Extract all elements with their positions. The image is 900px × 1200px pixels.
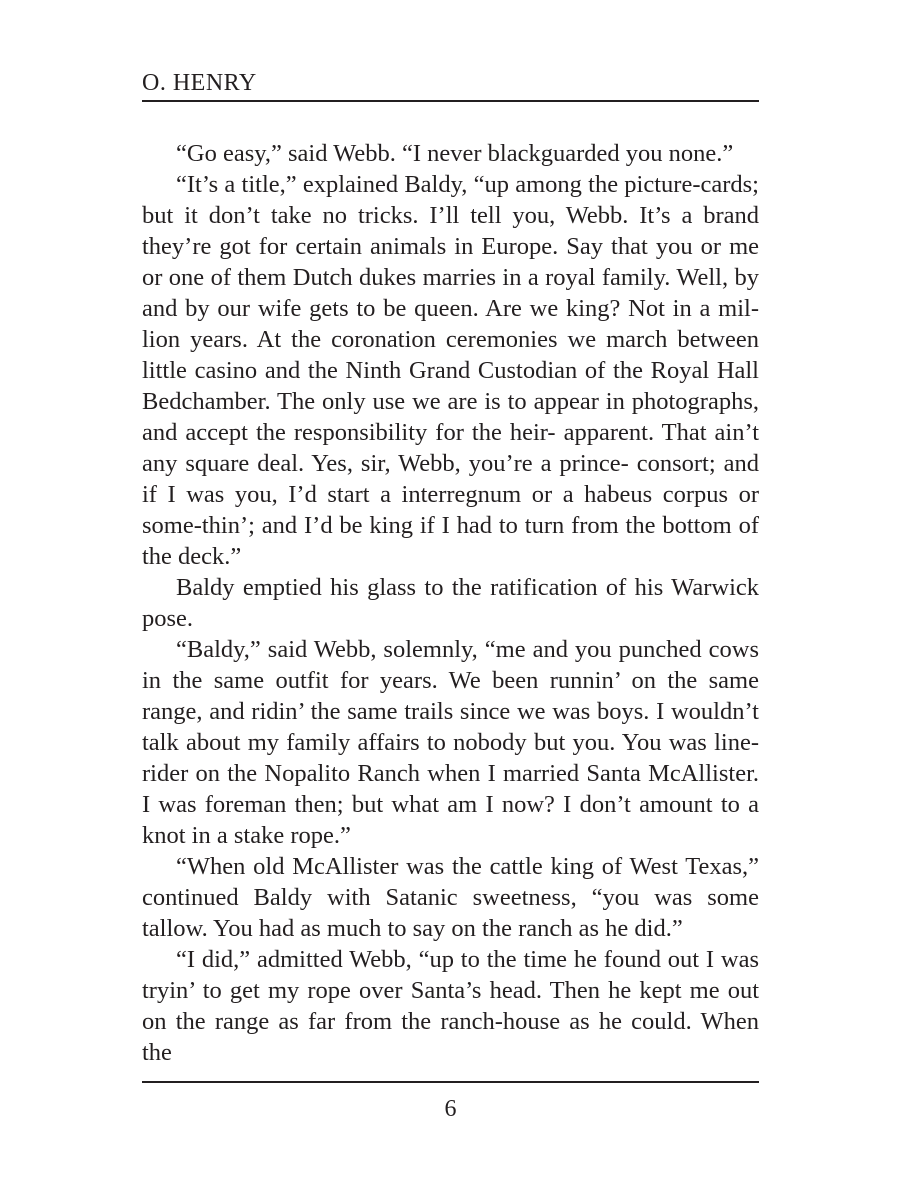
header-rule bbox=[142, 100, 759, 102]
paragraph: Baldy emptied his glass to the ratification of his Warwick pose. bbox=[142, 574, 759, 632]
paragraph: “It’s a title,” explained Baldy, “up among the picture-cards; but it don’t take no tricks. I’ll tell you, Webb. It’s a brand they’re got for certain animals in Europe. Say that you or me or one of them Dutch dukes marries in a royal family. Well, by and by our wife gets to be queen. Are we king? Not in a mil-lion years. At the coronation ceremonies we march between little casino and the Ninth Grand Custodian of the Royal Hall Bedchamber. The only use we are is to appear in photographs, and accept the responsibility for the heir- apparent. That ain’t any square deal. Yes, sir, Webb, you’re a prince- consort; and if I was you, I’d start a interregnum or a habeus corpus or some-thin’; and I’d be king if I had to turn from the bottom of the deck.” bbox=[142, 171, 759, 570]
paragraph: “Go easy,” said Webb. “I never blackguarded you none.” bbox=[176, 140, 734, 167]
paragraph: “Baldy,” said Webb, solemnly, “me and you punched cows in the same outfit for years. We been runnin’ on the same range, and ridin’ the same trails since we was boys. I wouldn’t talk about my family affairs to nobody but you. You was line-rider on the Nopalito Ranch when I married Santa McAllister. I was foreman then; but what am I now? I don’t amount to a knot in a stake rope.” bbox=[142, 636, 759, 849]
page-number: 6 bbox=[444, 1096, 457, 1122]
paragraph: “When old McAllister was the cattle king of West Texas,” continued Baldy with Satanic sweetness, “you was some tallow. You had as much to say on the ranch as he did.” bbox=[142, 853, 759, 942]
footer-rule bbox=[142, 1081, 759, 1083]
body-text bbox=[142, 138, 759, 1068]
running-head: O. HENRY bbox=[142, 70, 257, 96]
paragraph: “I did,” admitted Webb, “up to the time he found out I was tryin’ to get my rope over Santa’s head. Then he kept me out on the range as far from the ranch-house as he could. When the bbox=[142, 946, 759, 1066]
